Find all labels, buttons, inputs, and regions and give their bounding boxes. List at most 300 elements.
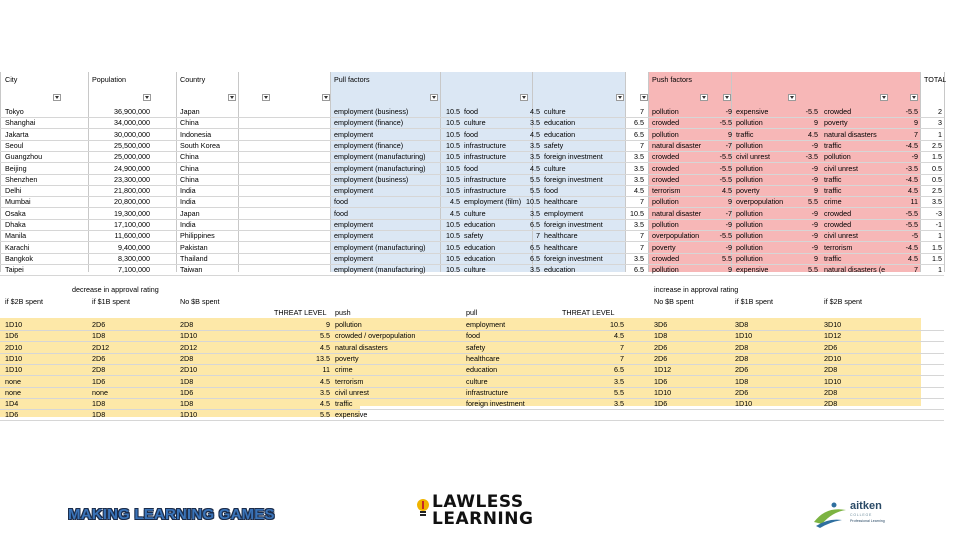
table-cell[interactable]: -5.5 bbox=[905, 208, 918, 218]
table-cell[interactable]: culture bbox=[544, 163, 566, 173]
table-cell[interactable]: employment bbox=[334, 253, 374, 263]
lower-cell[interactable]: 1D12 bbox=[654, 365, 672, 375]
table-cell[interactable]: 7 bbox=[640, 107, 644, 116]
table-cell[interactable]: 3.5 bbox=[634, 253, 644, 263]
table-cell[interactable]: crowded bbox=[652, 253, 680, 263]
table-cell[interactable]: overpopulation bbox=[652, 231, 700, 241]
table-cell[interactable]: pollution bbox=[736, 118, 763, 128]
lower-cell[interactable]: terrorism bbox=[335, 376, 364, 386]
lower-cell[interactable]: culture bbox=[466, 376, 488, 386]
table-cell[interactable]: 3.5 bbox=[530, 152, 540, 162]
table-cell[interactable]: 1.5 bbox=[932, 253, 942, 263]
table-cell[interactable]: pollution bbox=[652, 197, 679, 207]
table-cell[interactable]: Delhi bbox=[5, 186, 22, 196]
table-cell[interactable]: 7 bbox=[536, 231, 540, 241]
table-cell[interactable]: 3 bbox=[938, 118, 942, 128]
table-cell[interactable]: food bbox=[464, 163, 478, 173]
table-cell[interactable]: 1 bbox=[938, 129, 942, 139]
table-cell[interactable]: traffic bbox=[824, 253, 842, 263]
lower-cell[interactable]: 7 bbox=[620, 353, 624, 363]
table-cell[interactable]: 4.5 bbox=[450, 208, 460, 218]
table-cell[interactable]: -9 bbox=[725, 220, 732, 229]
table-cell[interactable]: 4.5 bbox=[450, 197, 460, 207]
table-cell[interactable]: traffic bbox=[824, 186, 842, 196]
table-cell[interactable]: crowded bbox=[652, 174, 680, 184]
table-cell[interactable]: 7,100,000 bbox=[118, 265, 150, 275]
table-cell[interactable]: India bbox=[180, 186, 196, 196]
table-cell[interactable]: food bbox=[544, 186, 558, 196]
table-cell[interactable]: -9 bbox=[725, 242, 732, 252]
table-cell[interactable]: 25,500,000 bbox=[114, 140, 150, 150]
lower-cell[interactable]: infrastructure bbox=[466, 387, 508, 397]
lower-cell[interactable]: 1D4 bbox=[5, 399, 19, 409]
lower-cell[interactable]: 1D10 bbox=[735, 331, 753, 341]
table-cell[interactable]: natural disaster bbox=[652, 140, 702, 150]
table-cell[interactable]: China bbox=[180, 174, 199, 184]
table-cell[interactable]: 6.5 bbox=[634, 265, 644, 275]
lower-cell[interactable]: natural disasters bbox=[335, 342, 388, 352]
filter-dropdown-icon[interactable] bbox=[143, 94, 151, 101]
filter-dropdown-icon[interactable] bbox=[53, 94, 61, 101]
lower-cell[interactable]: 2D12 bbox=[180, 342, 198, 352]
table-cell[interactable]: 0.5 bbox=[932, 174, 942, 184]
table-cell[interactable]: -7 bbox=[725, 140, 732, 150]
table-cell[interactable]: 25,000,000 bbox=[114, 152, 150, 162]
table-cell[interactable]: 24,900,000 bbox=[114, 163, 150, 173]
lower-cell[interactable] bbox=[464, 409, 554, 420]
table-cell[interactable]: crowded bbox=[824, 107, 852, 116]
lower-cell[interactable]: 2D6 bbox=[654, 353, 668, 363]
table-cell[interactable]: natural disaster bbox=[652, 208, 702, 218]
table-cell[interactable]: Tokyo bbox=[5, 107, 24, 116]
table-cell[interactable]: employment (manufacturing) bbox=[334, 163, 426, 173]
table-cell[interactable]: Karachi bbox=[5, 242, 30, 252]
table-cell[interactable]: 10.5 bbox=[446, 152, 460, 162]
lower-cell[interactable]: 1D8 bbox=[180, 376, 194, 386]
col-no-b[interactable]: No $B spent bbox=[180, 297, 220, 306]
table-cell[interactable]: -5.5 bbox=[905, 220, 918, 229]
table-cell[interactable]: employment (film) bbox=[464, 197, 522, 207]
table-cell[interactable]: Shenzhen bbox=[5, 174, 38, 184]
lower-cell[interactable]: 5.5 bbox=[614, 387, 624, 397]
table-cell[interactable]: 4.5 bbox=[722, 186, 732, 196]
table-cell[interactable]: healthcare bbox=[544, 231, 578, 241]
table-cell[interactable]: -3 bbox=[935, 208, 942, 218]
table-cell[interactable]: pollution bbox=[736, 174, 763, 184]
table-cell[interactable]: 3.5 bbox=[634, 152, 644, 162]
filter-dropdown-icon[interactable] bbox=[700, 94, 708, 101]
lower-cell[interactable]: 2D6 bbox=[654, 342, 668, 352]
lower-cell[interactable]: traffic bbox=[335, 399, 353, 409]
col-no-b-right[interactable]: No $B spent bbox=[654, 297, 694, 306]
table-cell[interactable]: food bbox=[464, 129, 478, 139]
table-cell[interactable]: pollution bbox=[736, 242, 763, 252]
table-cell[interactable]: 11 bbox=[910, 197, 918, 207]
table-cell[interactable]: culture bbox=[464, 118, 486, 128]
lower-cell[interactable]: pollution bbox=[335, 320, 362, 329]
lower-cell[interactable]: crowded / overpopulation bbox=[335, 331, 416, 341]
table-cell[interactable]: -9 bbox=[811, 163, 818, 173]
table-cell[interactable]: Japan bbox=[180, 208, 200, 218]
table-cell[interactable]: infrastructure bbox=[464, 174, 506, 184]
table-cell[interactable]: 1 bbox=[938, 231, 942, 241]
table-cell[interactable]: foreign investment bbox=[544, 174, 603, 184]
push-label[interactable]: push bbox=[335, 308, 351, 317]
table-cell[interactable]: education bbox=[544, 129, 576, 139]
table-cell[interactable]: pollution bbox=[652, 129, 679, 139]
table-cell[interactable]: -5 bbox=[911, 231, 918, 241]
table-cell[interactable]: 3.5 bbox=[634, 174, 644, 184]
lower-cell[interactable]: 3.5 bbox=[614, 376, 624, 386]
lower-cell[interactable]: 2D8 bbox=[824, 387, 838, 397]
lower-cell[interactable]: 1D10 bbox=[5, 353, 23, 363]
table-cell[interactable]: Pakistan bbox=[180, 242, 208, 252]
table-cell[interactable]: India bbox=[180, 220, 196, 229]
lower-cell[interactable]: 3.5 bbox=[320, 387, 330, 397]
table-cell[interactable]: employment bbox=[334, 231, 374, 241]
table-cell[interactable]: infrastructure bbox=[464, 140, 506, 150]
col-if-1b-right[interactable]: if $1B spent bbox=[735, 297, 773, 306]
table-cell[interactable]: -7 bbox=[725, 208, 732, 218]
table-cell[interactable]: 9,400,000 bbox=[118, 242, 150, 252]
table-cell[interactable]: 19,300,000 bbox=[114, 208, 150, 218]
table-cell[interactable]: pollution bbox=[652, 265, 679, 275]
lower-cell[interactable]: 1D8 bbox=[92, 331, 106, 341]
table-cell[interactable]: poverty bbox=[824, 118, 848, 128]
table-cell[interactable]: education bbox=[544, 118, 576, 128]
lower-cell[interactable] bbox=[652, 409, 732, 420]
table-cell[interactable]: healthcare bbox=[544, 197, 578, 207]
table-cell[interactable]: culture bbox=[544, 107, 566, 116]
col-if-2b[interactable]: if $2B spent bbox=[5, 297, 43, 306]
header-total[interactable]: TOTAL bbox=[924, 75, 946, 84]
table-cell[interactable]: -9 bbox=[725, 107, 732, 116]
table-cell[interactable]: 4.5 bbox=[908, 186, 918, 196]
table-cell[interactable]: 10.5 bbox=[446, 231, 460, 241]
table-cell[interactable]: crime bbox=[824, 197, 842, 207]
table-cell[interactable]: -9 bbox=[811, 208, 818, 218]
table-cell[interactable]: poverty bbox=[652, 242, 676, 252]
table-cell[interactable]: 2 bbox=[938, 107, 942, 116]
table-cell[interactable]: Jakarta bbox=[5, 129, 29, 139]
lower-cell[interactable]: 6.5 bbox=[614, 365, 624, 375]
table-cell[interactable]: 5.5 bbox=[530, 174, 540, 184]
lower-cell[interactable]: safety bbox=[466, 342, 486, 352]
lower-cell[interactable]: 1D6 bbox=[654, 399, 668, 409]
lower-cell[interactable]: 5.5 bbox=[320, 331, 330, 341]
lower-cell[interactable]: 2D6 bbox=[92, 353, 106, 363]
table-cell[interactable]: terrorism bbox=[652, 186, 681, 196]
table-cell[interactable]: healthcare bbox=[544, 242, 578, 252]
table-cell[interactable]: 6.5 bbox=[530, 242, 540, 252]
threat-level-left[interactable]: THREAT LEVEL bbox=[274, 308, 327, 317]
table-cell[interactable]: education bbox=[464, 242, 496, 252]
lower-cell[interactable]: 2D12 bbox=[92, 342, 110, 352]
table-cell[interactable]: 3.5 bbox=[634, 220, 644, 229]
pull-label[interactable]: pull bbox=[466, 308, 478, 317]
table-cell[interactable]: -9 bbox=[811, 140, 818, 150]
threat-level-right[interactable]: THREAT LEVEL bbox=[562, 308, 615, 317]
table-cell[interactable]: 4.5 bbox=[808, 129, 818, 139]
table-cell[interactable]: pollution bbox=[824, 152, 851, 162]
table-cell[interactable]: 23,300,000 bbox=[114, 174, 150, 184]
table-cell[interactable]: -5.5 bbox=[719, 118, 732, 128]
lower-cell[interactable]: 1D8 bbox=[92, 399, 106, 409]
table-cell[interactable]: 1.5 bbox=[932, 242, 942, 252]
table-cell[interactable]: foreign investment bbox=[544, 220, 603, 229]
table-cell[interactable]: 9 bbox=[728, 129, 732, 139]
table-cell[interactable]: -5.5 bbox=[719, 231, 732, 241]
header-push-factors[interactable]: Push factors bbox=[652, 75, 692, 84]
filter-dropdown-icon[interactable] bbox=[520, 94, 528, 101]
table-cell[interactable]: 7 bbox=[640, 197, 644, 207]
table-cell[interactable]: Mumbai bbox=[5, 197, 31, 207]
lower-cell[interactable]: employment bbox=[466, 320, 506, 329]
lower-cell[interactable]: 4.5 bbox=[320, 376, 330, 386]
table-cell[interactable]: 4.5 bbox=[530, 163, 540, 173]
table-cell[interactable]: 6.5 bbox=[634, 129, 644, 139]
table-cell[interactable]: 6.5 bbox=[530, 220, 540, 229]
table-cell[interactable]: 10.5 bbox=[446, 118, 460, 128]
table-cell[interactable]: employment bbox=[334, 220, 374, 229]
table-cell[interactable]: employment bbox=[334, 186, 374, 196]
table-cell[interactable]: 3.5 bbox=[932, 197, 942, 207]
lower-cell[interactable]: 1D12 bbox=[824, 331, 842, 341]
lower-cell[interactable]: 3D6 bbox=[654, 320, 668, 329]
table-cell[interactable]: 7 bbox=[640, 140, 644, 150]
lower-cell[interactable]: 1D6 bbox=[654, 376, 668, 386]
table-cell[interactable]: -5.5 bbox=[719, 163, 732, 173]
lower-cell[interactable]: food bbox=[466, 331, 480, 341]
table-cell[interactable]: natural disasters (e bbox=[824, 265, 886, 275]
table-cell[interactable]: foreign investment bbox=[544, 253, 603, 263]
table-cell[interactable]: natural disasters bbox=[824, 129, 877, 139]
table-cell[interactable]: 5.5 bbox=[530, 186, 540, 196]
col-if-2b-right[interactable]: if $2B spent bbox=[824, 297, 862, 306]
table-cell[interactable]: pollution bbox=[736, 140, 763, 150]
table-cell[interactable]: culture bbox=[464, 208, 486, 218]
lower-cell[interactable]: 13.5 bbox=[316, 353, 330, 363]
lower-cell[interactable]: none bbox=[92, 387, 108, 397]
lower-cell[interactable]: 2D10 bbox=[824, 353, 842, 363]
table-cell[interactable]: 7 bbox=[914, 129, 918, 139]
filter-dropdown-icon[interactable] bbox=[430, 94, 438, 101]
table-cell[interactable]: pollution bbox=[736, 231, 763, 241]
lower-cell[interactable]: 7 bbox=[620, 342, 624, 352]
header-city[interactable]: City bbox=[5, 75, 18, 84]
table-cell[interactable]: food bbox=[464, 107, 478, 116]
lower-cell[interactable]: education bbox=[466, 365, 498, 375]
table-cell[interactable]: safety bbox=[464, 231, 484, 241]
table-cell[interactable]: -5.5 bbox=[905, 107, 918, 116]
table-cell[interactable]: Taipei bbox=[5, 265, 24, 275]
table-cell[interactable]: -9 bbox=[811, 231, 818, 241]
table-cell[interactable]: 3.5 bbox=[530, 208, 540, 218]
table-cell[interactable]: 1.5 bbox=[932, 152, 942, 162]
table-cell[interactable]: 10.5 bbox=[446, 140, 460, 150]
table-cell[interactable]: 30,000,000 bbox=[114, 129, 150, 139]
table-cell[interactable]: pollution bbox=[736, 208, 763, 218]
table-cell[interactable]: crowded bbox=[652, 152, 680, 162]
table-cell[interactable]: -5.5 bbox=[805, 107, 818, 116]
table-cell[interactable]: pollution bbox=[652, 107, 679, 116]
lower-cell[interactable] bbox=[733, 409, 813, 420]
table-cell[interactable]: employment (finance) bbox=[334, 140, 404, 150]
lower-cell[interactable]: 1D6 bbox=[92, 376, 106, 386]
table-cell[interactable]: 3.5 bbox=[530, 265, 540, 275]
table-cell[interactable]: traffic bbox=[824, 140, 842, 150]
table-cell[interactable]: 5.5 bbox=[808, 265, 818, 275]
table-cell[interactable]: -5.5 bbox=[719, 152, 732, 162]
table-cell[interactable]: 8,300,000 bbox=[118, 253, 150, 263]
table-cell[interactable]: 6.5 bbox=[530, 253, 540, 263]
table-cell[interactable]: 3.5 bbox=[530, 140, 540, 150]
filter-dropdown-icon[interactable] bbox=[228, 94, 236, 101]
table-cell[interactable]: Bangkok bbox=[5, 253, 33, 263]
table-cell[interactable]: terrorism bbox=[824, 242, 853, 252]
filter-dropdown-icon[interactable] bbox=[880, 94, 888, 101]
table-cell[interactable]: 10.5 bbox=[446, 186, 460, 196]
table-cell[interactable]: South Korea bbox=[180, 140, 220, 150]
lower-cell[interactable]: 1D10 bbox=[180, 410, 198, 420]
lower-cell[interactable]: 1D8 bbox=[92, 410, 106, 420]
table-cell[interactable]: 10.5 bbox=[446, 242, 460, 252]
lower-cell[interactable]: 1D6 bbox=[5, 331, 19, 341]
table-cell[interactable]: 4.5 bbox=[530, 129, 540, 139]
decrease-title[interactable]: decrease in approval rating bbox=[72, 285, 159, 294]
table-cell[interactable]: Guangzhou bbox=[5, 152, 43, 162]
lower-cell[interactable]: 4.5 bbox=[320, 399, 330, 409]
table-cell[interactable]: poverty bbox=[736, 186, 760, 196]
filter-dropdown-icon[interactable] bbox=[640, 94, 648, 101]
table-cell[interactable]: employment (finance) bbox=[334, 118, 404, 128]
table-cell[interactable]: 10.5 bbox=[446, 253, 460, 263]
lower-cell[interactable]: poverty bbox=[335, 353, 359, 363]
table-cell[interactable]: Dhaka bbox=[5, 220, 26, 229]
table-cell[interactable]: -5.5 bbox=[719, 174, 732, 184]
table-cell[interactable]: overpopulation bbox=[736, 197, 784, 207]
lower-cell[interactable]: 2D6 bbox=[824, 342, 838, 352]
table-cell[interactable]: 10.5 bbox=[446, 163, 460, 173]
lower-cell[interactable]: 1D10 bbox=[824, 376, 842, 386]
table-cell[interactable]: China bbox=[180, 152, 199, 162]
lower-cell[interactable]: 1D10 bbox=[180, 331, 198, 341]
table-cell[interactable]: 34,000,000 bbox=[114, 118, 150, 128]
lower-cell[interactable]: none bbox=[5, 387, 21, 397]
lower-cell[interactable] bbox=[560, 409, 626, 420]
lower-cell[interactable]: 2D8 bbox=[824, 399, 838, 409]
table-cell[interactable]: 9 bbox=[814, 186, 818, 196]
lower-cell[interactable]: 1D10 bbox=[654, 387, 672, 397]
table-cell[interactable]: -9 bbox=[811, 174, 818, 184]
table-cell[interactable]: Shanghai bbox=[5, 118, 36, 128]
lower-cell[interactable] bbox=[822, 409, 902, 420]
table-cell[interactable]: 4.5 bbox=[908, 253, 918, 263]
table-cell[interactable]: 7 bbox=[640, 231, 644, 241]
lower-cell[interactable]: 1D6 bbox=[180, 387, 194, 397]
table-cell[interactable]: civil unrest bbox=[824, 231, 858, 241]
table-cell[interactable]: Thailand bbox=[180, 253, 208, 263]
lower-cell[interactable]: 3D10 bbox=[824, 320, 842, 329]
table-cell[interactable]: 5.5 bbox=[722, 253, 732, 263]
table-cell[interactable]: culture bbox=[464, 265, 486, 275]
table-cell[interactable]: China bbox=[180, 118, 199, 128]
table-cell[interactable]: civil unrest bbox=[824, 163, 858, 173]
table-cell[interactable]: employment (manufacturing) bbox=[334, 265, 426, 275]
lower-cell[interactable]: 5.5 bbox=[320, 410, 330, 420]
table-cell[interactable]: safety bbox=[544, 140, 564, 150]
table-cell[interactable]: 10.5 bbox=[446, 129, 460, 139]
lower-cell[interactable]: 2D10 bbox=[180, 365, 198, 375]
lower-cell[interactable]: 1D10 bbox=[5, 320, 23, 329]
lower-cell[interactable]: 4.5 bbox=[614, 331, 624, 341]
lower-cell[interactable]: 2D8 bbox=[735, 342, 749, 352]
lower-cell[interactable]: 2D8 bbox=[180, 353, 194, 363]
table-cell[interactable]: employment (business) bbox=[334, 107, 409, 116]
table-cell[interactable]: crowded bbox=[824, 208, 852, 218]
table-cell[interactable]: crowded bbox=[652, 163, 680, 173]
table-cell[interactable]: Manila bbox=[5, 231, 27, 241]
table-cell[interactable]: 0.5 bbox=[932, 163, 942, 173]
table-cell[interactable]: 10.5 bbox=[630, 208, 644, 218]
filter-dropdown-icon[interactable] bbox=[616, 94, 624, 101]
filter-dropdown-icon[interactable] bbox=[262, 94, 270, 101]
table-cell[interactable]: 3.5 bbox=[530, 118, 540, 128]
table-cell[interactable]: -9 bbox=[811, 242, 818, 252]
table-cell[interactable]: -9 bbox=[911, 152, 918, 162]
lower-cell[interactable]: 1D8 bbox=[180, 399, 194, 409]
table-cell[interactable]: traffic bbox=[736, 129, 754, 139]
lower-cell[interactable]: 1D6 bbox=[5, 410, 19, 420]
table-cell[interactable]: -4.5 bbox=[905, 174, 918, 184]
lower-cell[interactable]: 2D8 bbox=[735, 353, 749, 363]
table-cell[interactable]: 7 bbox=[914, 265, 918, 275]
table-cell[interactable]: 9 bbox=[814, 118, 818, 128]
table-cell[interactable]: infrastructure bbox=[464, 152, 506, 162]
table-cell[interactable]: Japan bbox=[180, 107, 200, 116]
table-cell[interactable]: food bbox=[334, 208, 348, 218]
table-cell[interactable]: 2.5 bbox=[932, 140, 942, 150]
table-cell[interactable]: pollution bbox=[736, 163, 763, 173]
table-cell[interactable]: pollution bbox=[736, 253, 763, 263]
table-cell[interactable]: education bbox=[464, 220, 496, 229]
table-cell[interactable]: 4.5 bbox=[530, 107, 540, 116]
table-cell[interactable]: 11,600,000 bbox=[114, 231, 150, 241]
table-cell[interactable]: 9 bbox=[914, 118, 918, 128]
table-cell[interactable]: employment (manufacturing) bbox=[334, 242, 426, 252]
table-cell[interactable]: 20,800,000 bbox=[114, 197, 150, 207]
table-cell[interactable]: -4.5 bbox=[905, 242, 918, 252]
table-cell[interactable]: Seoul bbox=[5, 140, 24, 150]
table-cell[interactable]: employment bbox=[544, 208, 584, 218]
lower-cell[interactable]: foreign investment bbox=[466, 399, 525, 409]
table-cell[interactable]: expensive bbox=[736, 265, 769, 275]
table-cell[interactable]: 36,900,000 bbox=[114, 107, 150, 116]
table-cell[interactable]: 17,100,000 bbox=[114, 220, 150, 229]
filter-dropdown-icon[interactable] bbox=[723, 94, 731, 101]
table-cell[interactable]: traffic bbox=[824, 174, 842, 184]
table-cell[interactable]: employment bbox=[334, 129, 374, 139]
table-cell[interactable]: -1 bbox=[935, 220, 942, 229]
table-cell[interactable]: pollution bbox=[736, 220, 763, 229]
table-cell[interactable]: employment (business) bbox=[334, 174, 409, 184]
lower-cell[interactable]: 11 bbox=[322, 365, 330, 375]
table-cell[interactable]: -3.5 bbox=[905, 163, 918, 173]
col-if-1b[interactable]: if $1B spent bbox=[92, 297, 130, 306]
table-cell[interactable]: -3.5 bbox=[805, 152, 818, 162]
lower-cell[interactable]: none bbox=[5, 376, 21, 386]
table-cell[interactable]: Beijing bbox=[5, 163, 27, 173]
